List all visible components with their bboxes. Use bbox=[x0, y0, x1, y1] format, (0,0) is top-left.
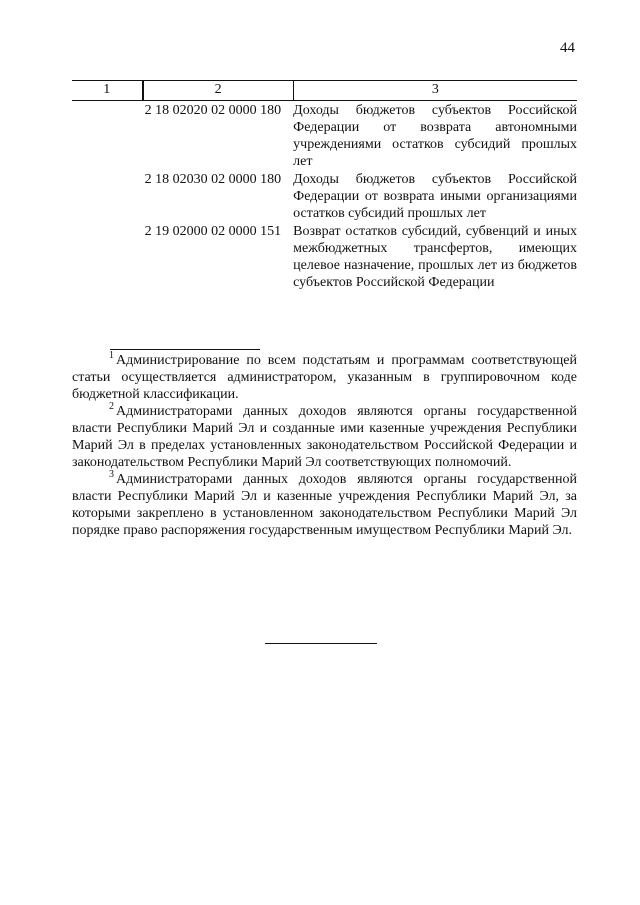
column-header-1: 1 bbox=[72, 81, 143, 100]
table-row bbox=[72, 102, 577, 170]
document-end-rule bbox=[265, 643, 377, 644]
revenue-code: 2 18 02020 02 0000 180 bbox=[144, 103, 282, 118]
footnote bbox=[72, 403, 577, 471]
table-row bbox=[72, 223, 577, 291]
footnote bbox=[72, 471, 577, 539]
footnote-separator bbox=[110, 349, 260, 350]
footnote-marker: 3 bbox=[109, 469, 114, 481]
revenue-description: Возврат остатков субсидий, субвенций и иных межбюджетных трансфертов, имеющих целевое назначение, прошлых лет из бюджетов субъектов Российской Федерации bbox=[293, 224, 577, 290]
footnote-marker: 1 bbox=[109, 350, 114, 362]
footnote-text: Администраторами данных доходов являются органы государственной власти Республики Марий Эл и казенные учреждения Республики Марий Эл, за которыми закреплено в установленном законодательством Республики Марий Эл порядке право распоряжения государственным имуществом Республики Марий Эл. bbox=[72, 472, 577, 538]
column-header-2: 2 bbox=[143, 81, 294, 100]
empty-cell bbox=[72, 223, 142, 291]
footnotes-section bbox=[72, 352, 577, 539]
revenue-description: Доходы бюджетов субъектов Российской Федерации от возврата автономными учреждениями остатков субсидий прошлых лет bbox=[293, 103, 577, 169]
revenue-code: 2 18 02030 02 0000 180 bbox=[144, 172, 282, 187]
footnote bbox=[72, 352, 577, 403]
revenue-description: Доходы бюджетов субъектов Российской Федерации от возврата иными организациями остатков субсидий прошлых лет bbox=[293, 172, 577, 221]
footnote-marker: 2 bbox=[109, 401, 114, 413]
page-number: 44 bbox=[560, 40, 575, 56]
budget-classification-table bbox=[72, 80, 577, 291]
revenue-code: 2 19 02000 02 0000 151 bbox=[144, 224, 282, 239]
table-row bbox=[72, 171, 577, 222]
empty-cell bbox=[72, 171, 142, 222]
empty-cell bbox=[72, 102, 142, 170]
table-header-row bbox=[72, 80, 577, 101]
footnote-text: Администраторами данных доходов являются органы государственной власти Республики Марий Эл и созданные ими казенные учреждения Республики Марий Эл в пределах установленных законодательством Российской Федерации и законодательством Республики Марий Эл соответствующих полномочий. bbox=[72, 404, 577, 470]
column-header-3: 3 bbox=[431, 82, 439, 97]
footnote-text: Администрирование по всем подстатьям и программам соответствующей статьи осуществляется администратором, указанным в группировочном коде бюджетной классификации. bbox=[72, 353, 577, 402]
